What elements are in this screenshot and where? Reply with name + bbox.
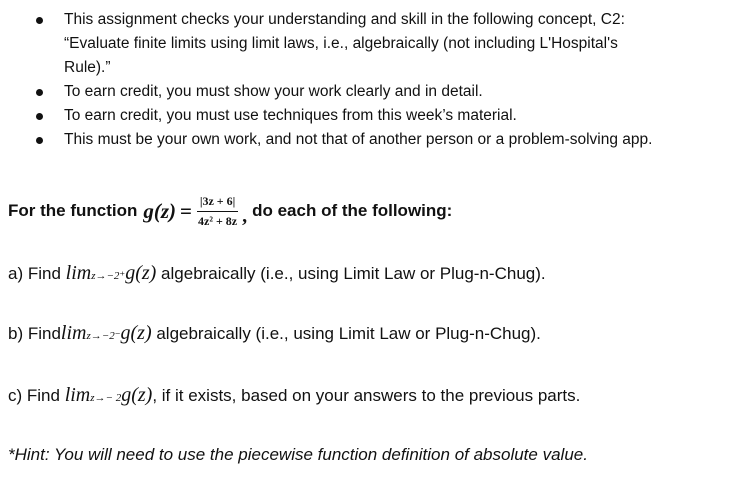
bullet-text: This assignment checks your understanding and skill in the following concept, C2: xyxy=(64,11,625,28)
limit-symbol: lim xyxy=(64,384,91,406)
fraction-numerator: |3z + 6| xyxy=(197,194,238,212)
comma: , xyxy=(242,204,248,227)
bullet-item xyxy=(0,8,737,80)
hint-text: *Hint: You will need to use the piecewise function definition of absolute value. xyxy=(8,445,588,464)
question-suffix: , if it exists, based on your answers to the previous parts. xyxy=(152,386,581,405)
bullet-text: To earn credit, you must show your work clearly and in detail. xyxy=(64,83,483,100)
function-prefix: For the function xyxy=(8,201,138,220)
bullet-item xyxy=(0,128,737,152)
bullet-icon xyxy=(36,17,43,24)
limit-symbol: lim xyxy=(60,322,87,344)
bullet-item xyxy=(0,80,737,104)
fraction-denominator: 4z² + 8z xyxy=(198,213,238,228)
question-prefix: a) Find xyxy=(8,264,66,283)
limit-symbol: lim xyxy=(65,262,92,284)
instructions-list xyxy=(0,8,737,152)
limit-subscript: z→− 2 xyxy=(90,392,122,404)
equals-sign: = xyxy=(180,198,193,223)
limit-function: g(z) xyxy=(120,322,152,344)
question-b xyxy=(8,322,541,345)
limit-subscript: z→−2⁺ xyxy=(91,270,126,282)
function-suffix: do each of the following: xyxy=(252,201,453,220)
bullet-icon xyxy=(36,89,43,96)
bullet-text: Rule).” xyxy=(64,59,111,76)
function-definition xyxy=(8,188,452,234)
question-c xyxy=(8,384,580,407)
limit-subscript: z→−2⁻ xyxy=(86,330,121,342)
bullet-icon xyxy=(36,113,43,120)
question-suffix: algebraically (i.e., using Limit Law or Plug-n-Chug). xyxy=(156,264,546,283)
bullet-text: To earn credit, you must use techniques from this week’s material. xyxy=(64,107,517,124)
limit-function: g(z) xyxy=(121,384,153,406)
question-prefix: c) Find xyxy=(8,386,65,405)
bullet-text: This must be your own work, and not that of another person or a problem-solving app. xyxy=(64,131,653,148)
function-name: g(z) xyxy=(143,198,177,223)
limit-function: g(z) xyxy=(125,262,157,284)
fraction xyxy=(195,194,240,229)
question-prefix: b) Find xyxy=(8,324,61,343)
bullet-icon xyxy=(36,137,43,144)
question-a xyxy=(8,262,546,285)
question-suffix: algebraically (i.e., using Limit Law or Plug-n-Chug). xyxy=(151,324,541,343)
bullet-item xyxy=(0,104,737,128)
bullet-text: “Evaluate finite limits using limit laws, i.e., algebraically (not including L'Hospital's xyxy=(64,35,618,52)
